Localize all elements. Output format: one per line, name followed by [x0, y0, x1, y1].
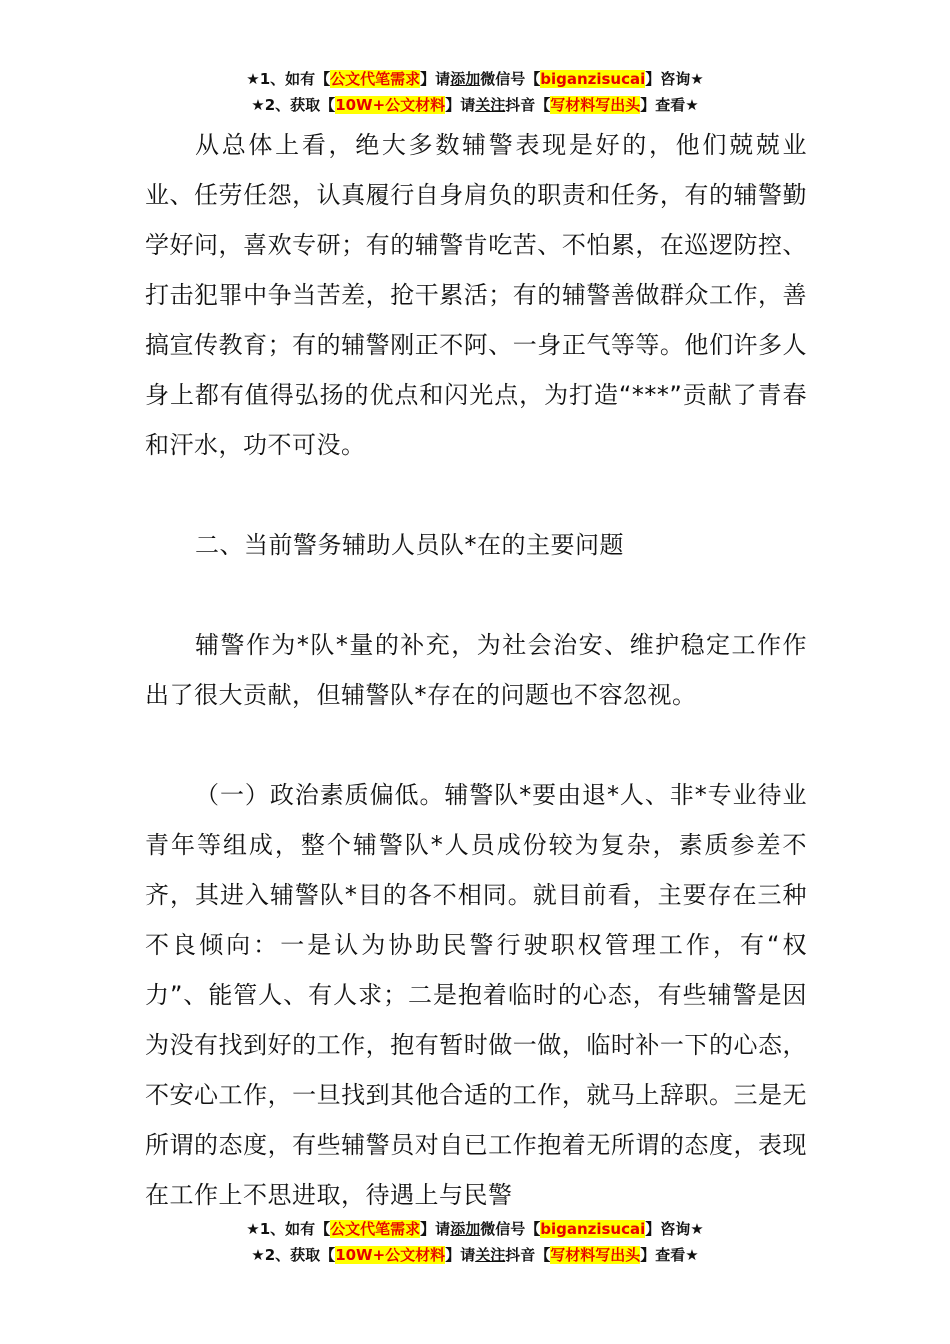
- paragraph-political-quality: （一）政治素质偏低。辅警队*要由退*人、非*专业待业青年等组成，整个辅警队*人员成份较为复杂，素质参差不齐，其进入辅警队*目的各不相同。就目前看，主要存在三种不良倾向：一是认为协助民警行驶职权管理工作，有“权力”、能管人、有人求；二是抱着临时的心态，有些辅警是因为没有找到好的工作，抱有暂时做一做，临时补一下的心态，不安心工作，一旦找到其他合适的工作，就马上辞职。三是无所谓的态度，有些辅警员对自已工作抱着无所谓的态度，表现在工作上不思进取，待遇上与民警: [145, 781, 807, 1209]
- footer-highlight-service: 公文代笔需求: [330, 1220, 421, 1238]
- header-banner: [0, 66, 950, 118]
- footer-highlight-materials: 10W+公文材料: [335, 1246, 446, 1264]
- header-highlight-service: 公文代笔需求: [330, 70, 421, 88]
- footer-highlight-wechat-id: biganzisucai: [540, 1220, 646, 1238]
- header-line-2: ★2、获取【10W+公文材料】请关注抖音【写材料写出头】查看★: [251, 96, 699, 114]
- footer-line-1: ★1、如有【公文代笔需求】请添加微信号【biganzisucai】咨询★: [246, 1220, 704, 1238]
- paragraph-intro: 辅警作为*队*量的补充，为社会治安、维护稳定工作作出了很大贡献，但辅警队*存在的问题也不容忽视。: [145, 631, 807, 709]
- footer-banner: [0, 1216, 950, 1268]
- footer-line-2: ★2、获取【10W+公文材料】请关注抖音【写材料写出头】查看★: [251, 1246, 699, 1264]
- paragraph-overview: 从总体上看，绝大多数辅警表现是好的，他们兢兢业业、任劳任怨，认真履行自身肩负的职责和任务，有的辅警勤学好问，喜欢专研；有的辅警肯吃苦、不怕累，在巡逻防控、打击犯罪中争当苦差，抢干累活；有的辅警善做群众工作，善搞宣传教育；有的辅警刚正不阿、一身正气等等。他们许多人身上都有值得弘扬的优点和闪光点，为打造“***”贡献了青春和汗水，功不可没。: [145, 131, 807, 459]
- footer-highlight-douyin: 写材料写出头: [550, 1246, 641, 1264]
- header-highlight-materials: 10W+公文材料: [335, 96, 446, 114]
- header-line-1: ★1、如有【公文代笔需求】请添加微信号【biganzisucai】咨询★: [246, 70, 704, 88]
- header-highlight-douyin: 写材料写出头: [550, 96, 641, 114]
- section-heading-2: 二、当前警务辅助人员队*在的主要问题: [195, 531, 624, 559]
- document-body: [145, 120, 807, 1220]
- header-highlight-wechat-id: biganzisucai: [540, 70, 646, 88]
